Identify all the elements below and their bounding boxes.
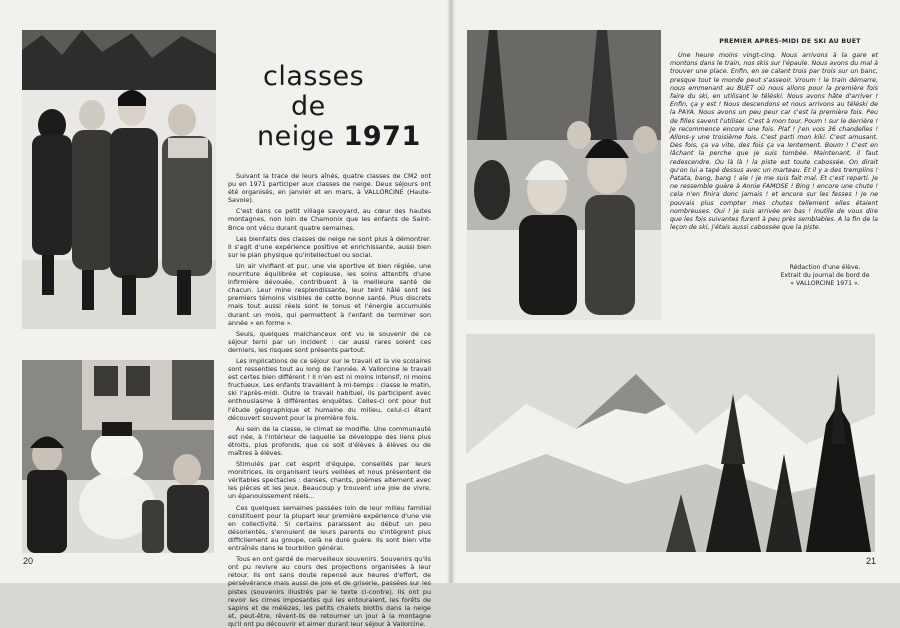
body-paragraph: C'est dans ce petit village savoyard, au cœur des hautes montagnes, non loin de Chamonix que les enfants de Saint-Brice ont vécu durant quatre semaines.	[228, 207, 431, 232]
story-title: PREMIER APRES-MIDI DE SKI AU BUET	[719, 38, 861, 45]
body-paragraph: Tous en ont gardé de merveilleux souvenirs. Souvenirs qu'ils ont pu revivre au cours des projections organisées à leur retour. Ils ont sans doute repensé aux heures d'effort, de persévérance mais aussi de joie et de griserie, passées sur les pistes (souvenirs illustrés par le texte ci-contre). Ils ont pu revoir les cimes imposantes qui les entouraient, les forêts de sapins et de mélèzes, les petits chalets blottis dans la neige et, peut-être, rêvent-ils de retourner un jour à la montagne qu'il ont pu découvrir et aimer durant leur séjour à Vallorcine.	[228, 555, 431, 628]
body-paragraph: Suivant la trace de leurs aînés, quatre classes de CM2 ont pu en 1971 participer aux classes de neige. Deux séjours ont été organisés, en janvier et en mars, à VALLORCINE (Haute-Savoie).	[228, 172, 431, 205]
article-body	[228, 172, 431, 628]
title-year: 1971	[343, 121, 421, 152]
snowy-mountain-photo	[466, 334, 875, 552]
signature-line: Extrait du journal de bord de	[780, 272, 870, 280]
signature-line: Rédaction d'une élève.	[789, 264, 861, 271]
book-gutter	[447, 0, 455, 583]
title-line-1: classes	[263, 61, 365, 92]
body-paragraph: Les implications de ce séjour sur le travail et la vie scolaires sont ressenties tout au long de l'année. A Vallorcine le travail est certes bien différent ! Il n'en est ni moins intensif, ni moins fructueux. Les enfants travaillent à mi-temps : classe le matin, ski l'après-midi. Outre le travail habituel, ils participent avec enthousiasme à différentes enquêtes. Celles-ci ont pour but l'étude géographique et humaine du milieu, celui-ci étant découvert souvent pour la première fois.	[228, 356, 431, 422]
title-word-neige: neige	[257, 121, 335, 152]
article-title	[255, 62, 435, 152]
body-paragraph: Stimulés par cet esprit d'équipe, conseillés par leurs monitrices, ils organisent leurs veillées et nous présentent de véritables spectacles : danses, chants, poèmes alternent avec les pièces et les jeux. Beaucoup y trouvent une joie de vivre, un épanouissement réels...	[228, 460, 431, 501]
body-paragraph: Seuls, quelques malchanceux ont vu le souvenir de ce séjour terni par un incident : car aussi rares soient ces derniers, les risques sont présents partout.	[228, 329, 431, 354]
snowman-photo	[22, 360, 214, 553]
story-signature	[770, 264, 880, 289]
body-paragraph: Au sein de la classe, le climat se modifie. Une communauté est née, à l'intérieur de laquelle se développe des liens plus étroits, plus profonds, que ce soit d'élèves à élèves ou de maîtres à élèves.	[228, 424, 431, 457]
body-paragraph: Les bienfaits des classes de neige ne sont plus à démontrer. Il s'agit d'une expérience positive et enrichissante, aussi bien sur le plan physique qu'intellectuel ou social.	[228, 234, 431, 259]
story-body	[670, 52, 878, 292]
page-number-left: 20	[23, 556, 34, 566]
page-number-right: 21	[866, 556, 877, 566]
title-line-3	[255, 122, 435, 152]
body-paragraph: Ces quelques semaines passées loin de leur milieu familial constituent pour la plupart leur première expérience d'une vie en collectivité. Si certains paraissent au début un peu désorientés, s'ennuient de leurs parents ou s'intègrent plus difficilement au groupe, celà ne dure guère. Ils sont bien vite entraînés dans le tourbillon général.	[228, 503, 431, 553]
story-paragraph: Une heure moins vingt-cinq. Nous arrivons à la gare et montons dans le train, nos skis sur l'épaule. Nous avons du mal à trouver une place. Enfin, en se calant trois par trois sur un banc, presque tout le monde peut s'asseoir. Vroum ! le train démarre, nous emmenant au BUET où nous allons pour la première fois faire du ski, en utilisant le téléski. Nous avons hâte d'arriver ! Enfin, ça y est ! Nous descendons et nous arrivons au téléski de la PAYA. Nous avons un peu peur car c'est la première fois. Peu de filles savent l'utiliser. C'est à mon tour. Poum ! sur le derrière ! Je recommence encore une fois. Plaf ! j'en vois 36 chandelles ! Allons-y une troisième fois. C'est parti mon kiki. C'est amusant. Des fois, ça va vite, des fois ça va lentement. Boum ! C'est en lâchant la perche que je suis tombée. Maintenant, il faut redescendre. Ou là là ! la piste est toute cabossée. On dirait qu'on lui a tapé dessus avec un marteau. Et il y a des tremplins ! Patata, bang, bang ! aïe ! je me suis fait mal. Et c'est reparti. Je ne ressemble guère à Annie FAMOSE ! Bing ! encore une chute ! cela n'en finira donc jamais ! et encore sur les fesses ! Je ne pouvais plus compter mes chutes tellement elles étaient nombreuses. Oui ! je suis arrivée en bas ! Inutile de vous dire que les fois suivantes furent à peu près semblables. A la fin de la leçon de ski, j'étais aussi cabossée que la piste.	[670, 52, 878, 232]
body-paragraph: Un air vivifiant et pur, une vie sportive et bien réglée, une nourriture équilibrée et copieuse, les soins attentifs d'une infirmière dévouée, contribuent à la meilleure santé de chacun. Leur mine resplendissante, leur teint hâlé sont les premiers témoins visibles de cette bonne santé. Plus discrets mais tout aussi réels sont le tonus et l'énergie accumulés durant un mois, qui permettent à l'enfant de terminer son année « en forme ».	[228, 261, 431, 327]
children-in-snow-photo	[22, 30, 216, 329]
children-sitting-in-snow-photo	[467, 30, 661, 320]
title-line-2: de	[291, 91, 326, 122]
signature-line: « VALLORCINE 1971 ».	[790, 280, 860, 288]
